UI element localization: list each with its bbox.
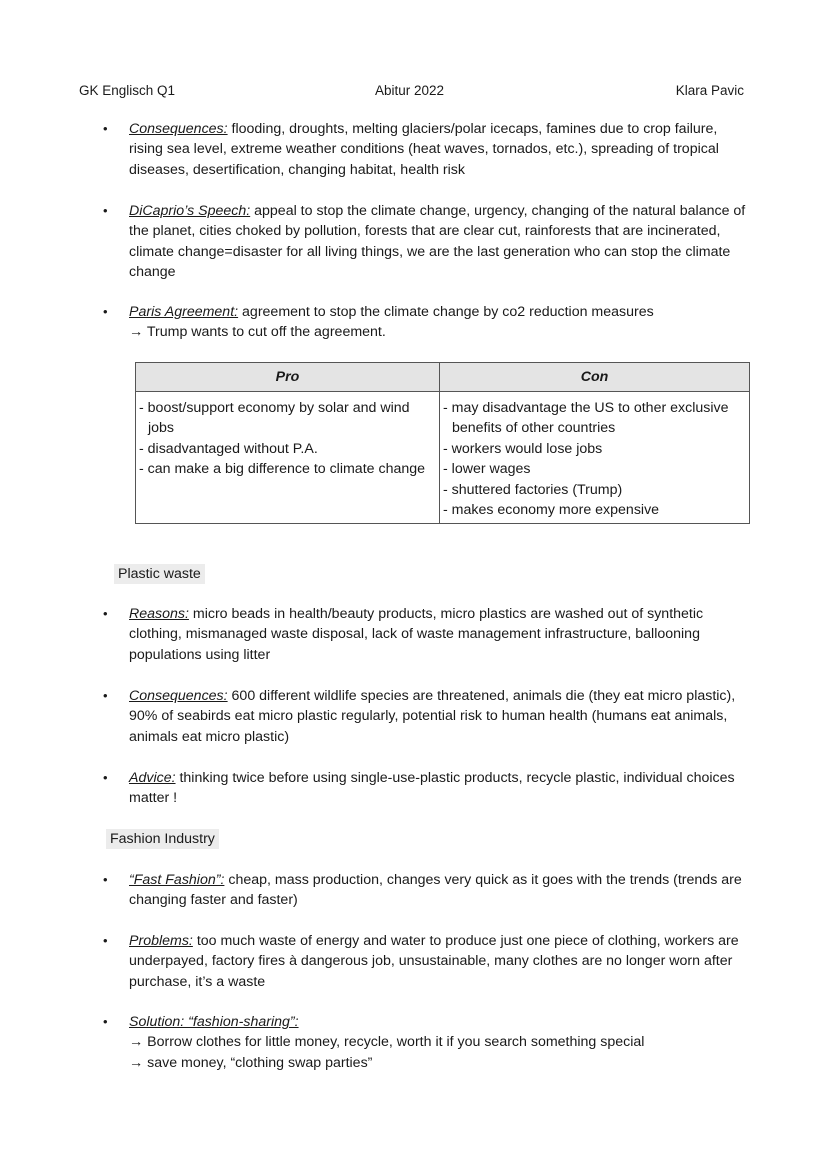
item-text: appeal to stop the climate change, urgency, changing of the natural balance of the planet, cities choked by pollution, forests that are clear cut, rainforests that are incinerated, climate change=disaster for all living things, we are the last generation who can stop the climate change <box>129 203 746 281</box>
bullet-text <box>129 870 749 911</box>
pro-con-table <box>135 362 750 524</box>
bullet-icon: • <box>103 606 108 621</box>
con-item: - shuttered factories (Trump) <box>443 481 623 498</box>
item-subline: → Borrow clothes for little money, recycle, worth it if you search something special <box>129 1034 645 1051</box>
item-label: Consequences: <box>129 121 228 137</box>
bullet-icon: • <box>103 203 108 218</box>
con-cell <box>440 392 750 524</box>
pro-header: Pro <box>136 363 440 392</box>
con-item: - workers would lose jobs <box>443 440 603 457</box>
header-exam: Abitur 2022 <box>375 83 445 98</box>
bullet-icon: • <box>103 770 108 785</box>
con-item: - makes economy more expensive <box>443 502 660 519</box>
item-subline: → Trump wants to cut off the agreement. <box>129 324 386 341</box>
item-text: cheap, mass production, changes very quick as it goes with the trends (trends are changing faster and faster) <box>129 872 742 909</box>
header-course: GK Englisch Q1 <box>79 83 176 98</box>
item-text: too much waste of energy and water to produce just one piece of clothing, workers are underpayed, factory fires à dangerous job, unsustainable, many clothes are no longer worn after purchase, it’s a waste <box>129 933 739 990</box>
bullet-text <box>129 686 749 747</box>
con-item: - may disadvantage the US to other exclusive benefits of other countries <box>443 400 729 437</box>
bullet-icon: • <box>103 1014 108 1029</box>
bullet-icon: • <box>103 872 108 887</box>
bullet-text <box>129 931 749 992</box>
bullet-text <box>129 1012 749 1073</box>
item-label: Advice: <box>129 770 176 786</box>
table-row <box>136 392 750 524</box>
bullet-text <box>129 119 749 180</box>
item-text: 600 different wildlife species are threatened, animals die (they eat micro plastic), 90% of seabirds eat micro plastic regularly, potential risk to human health (humans eat animals, animals eat micro plastic) <box>129 688 736 745</box>
bullet-text <box>129 604 749 665</box>
item-text: thinking twice before using single-use-plastic products, recycle plastic, individual choices matter ! <box>129 770 735 807</box>
item-text: agreement to stop the climate change by co2 reduction measures <box>238 304 654 320</box>
con-header: Con <box>440 363 750 392</box>
item-label: Reasons: <box>129 606 189 622</box>
bullet-icon: • <box>103 688 108 703</box>
item-text: micro beads in health/beauty products, micro plastics are washed out of synthetic clothing, mismanaged waste disposal, lack of waste management infrastructure, ballooning populations using litter <box>129 606 704 663</box>
item-text: flooding, droughts, melting glaciers/polar icecaps, famines due to crop failure, rising sea level, extreme weather conditions (heat waves, tornados, etc.), spreading of tropical diseases, desertification, changing habitat, health risk <box>129 121 719 178</box>
bullet-icon: • <box>103 304 108 319</box>
bullet-icon: • <box>103 933 108 948</box>
header-author: Klara Pavic <box>675 83 744 98</box>
item-label: “Fast Fashion”: <box>129 872 225 888</box>
pro-item: - can make a big difference to climate change <box>139 461 426 478</box>
bullet-text <box>129 768 749 809</box>
bullet-icon: • <box>103 121 108 136</box>
item-subline: → save money, “clothing swap parties” <box>129 1054 373 1071</box>
item-label: Solution: “fashion-sharing”: <box>129 1014 299 1030</box>
pro-item: - disadvantaged without P.A. <box>139 440 318 457</box>
pro-item: - boost/support economy by solar and wind jobs <box>139 400 410 437</box>
pro-cell <box>136 392 440 524</box>
bullet-text <box>129 201 749 283</box>
section-heading-plastic: Plastic waste <box>114 564 205 584</box>
item-label: Paris Agreement: <box>129 304 239 320</box>
con-item: - lower wages <box>443 461 531 478</box>
section-heading-fashion: Fashion Industry <box>106 829 219 849</box>
item-label: DiCaprio’s Speech: <box>129 203 251 219</box>
table-header-row <box>136 363 750 392</box>
item-label: Problems: <box>129 933 193 949</box>
bullet-text <box>129 302 749 343</box>
item-label: Consequences: <box>129 688 228 704</box>
